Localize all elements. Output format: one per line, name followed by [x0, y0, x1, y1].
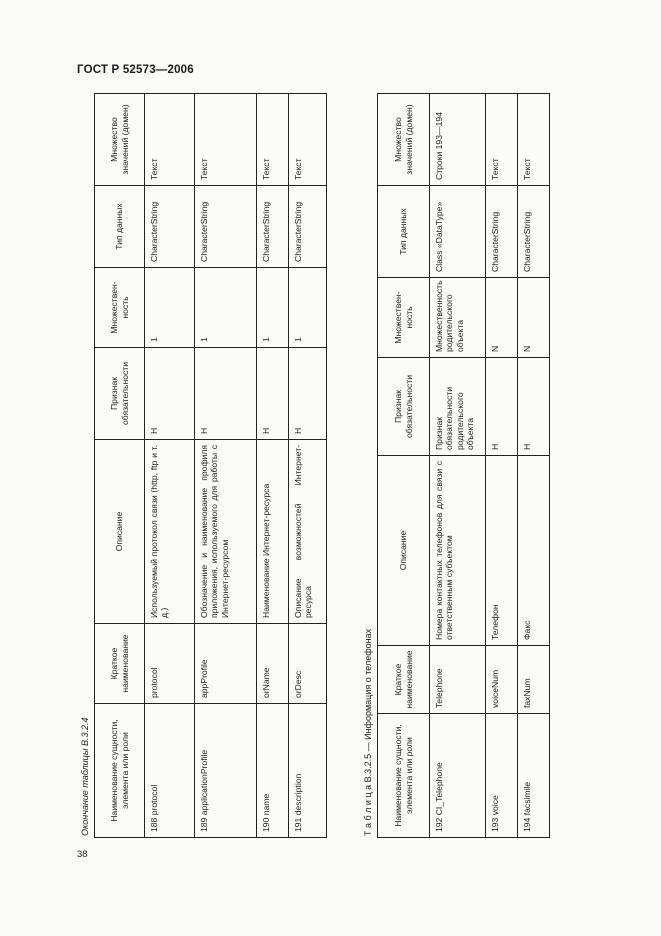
- table-cell: 188 protocol: [145, 704, 195, 838]
- table1-header-cell: Тип данных: [95, 186, 145, 268]
- table-cell: 1: [145, 268, 195, 348]
- table-row: [486, 94, 518, 838]
- table-cell: 192 CI_Telephone: [430, 714, 486, 838]
- table-cell: CharacterString: [195, 186, 257, 268]
- table1-header-cell: Наименование сущности, элемента или роли: [95, 704, 145, 838]
- table-cell: Н: [257, 348, 289, 440]
- table-cell: 194 facsimile: [518, 714, 550, 838]
- table-cell: N: [518, 278, 550, 358]
- table1-header-cell: Краткое наименование: [95, 624, 145, 704]
- table-cell: Текст: [486, 94, 518, 186]
- table1-header-cell: Признак обязательности: [95, 348, 145, 440]
- table-cell: 193 voice: [486, 714, 518, 838]
- table-cell: protocol: [145, 624, 195, 704]
- table-cell: Признак обязательности родительского объекта: [430, 358, 486, 456]
- table-cell: Class «DataType»: [430, 186, 486, 278]
- table-cell: Н: [486, 358, 518, 456]
- page-number: 38: [77, 849, 88, 860]
- table-row: [430, 94, 486, 838]
- table2-caption: Т а б л и ц а В.3.2.5 — Информация о телефонах: [363, 628, 373, 836]
- table-cell: CharacterString: [257, 186, 289, 268]
- table1-caption: Окончание таблицы В.3.2.4: [80, 717, 90, 836]
- table2: [377, 93, 550, 838]
- table-cell: 1: [257, 268, 289, 348]
- table-cell: orDesc: [289, 624, 327, 704]
- document-header: ГОСТ Р 52573—2006: [77, 64, 194, 76]
- table-cell: Текст: [195, 94, 257, 186]
- table-cell: voiceNum: [486, 646, 518, 714]
- table-cell: Н: [518, 358, 550, 456]
- table-row: [195, 94, 257, 838]
- table-cell: 1: [289, 268, 327, 348]
- table-cell: Н: [195, 348, 257, 440]
- table-cell: CharacterString: [289, 186, 327, 268]
- table2-header-cell: Описание: [378, 456, 430, 646]
- table-cell: Текст: [518, 94, 550, 186]
- table2-wrapper: [377, 93, 550, 838]
- table-row: [518, 94, 550, 838]
- table-cell: Факс: [518, 456, 550, 646]
- table-cell: Текст: [257, 94, 289, 186]
- table-cell: CharacterString: [145, 186, 195, 268]
- table-row: [145, 94, 195, 838]
- table1: [94, 93, 327, 838]
- table-cell: Строки 193—194: [430, 94, 486, 186]
- table-cell: Используемый протокол связи (http, ftp и т. д.): [145, 440, 195, 624]
- table-cell: Обозначение и наименование профиля приложения, используемого для работы с Интернет-ресурсом: [195, 440, 257, 624]
- table-cell: N: [486, 278, 518, 358]
- table2-header-cell: Множество значений (домен): [378, 94, 430, 186]
- table-cell: CharacterString: [486, 186, 518, 278]
- table-cell: Номера контактных телефонов для связи с ответственным субъектом: [430, 456, 486, 646]
- table-cell: Наименование Интернет-ресурса: [257, 440, 289, 624]
- table2-header-cell: Признак обязательности: [378, 358, 430, 456]
- table-cell: Телефон: [486, 456, 518, 646]
- table-cell: 191 description: [289, 704, 327, 838]
- table-cell: Telephone: [430, 646, 486, 714]
- table1-header-cell: Множество значений (домен): [95, 94, 145, 186]
- table2-header-cell: Наименование сущности, элемента или роли: [378, 714, 430, 838]
- table-cell: appProfile: [195, 624, 257, 704]
- table-cell: Н: [145, 348, 195, 440]
- table-row: [257, 94, 289, 838]
- table-cell: Множественность родительского объекта: [430, 278, 486, 358]
- table-cell: Текст: [145, 94, 195, 186]
- table-cell: CharacterString: [518, 186, 550, 278]
- table-cell: Н: [289, 348, 327, 440]
- table1-header-cell: Множествен-ность: [95, 268, 145, 348]
- table-row: [289, 94, 327, 838]
- table2-header-cell: Краткое наименование: [378, 646, 430, 714]
- table-cell: 189 applicationProfile: [195, 704, 257, 838]
- table2-header-cell: Множествен-ность: [378, 278, 430, 358]
- table-cell: Описание возможностей Интернет-ресурса: [289, 440, 327, 624]
- table-cell: Текст: [289, 94, 327, 186]
- table-cell: faxNum: [518, 646, 550, 714]
- table2-header-cell: Тип данных: [378, 186, 430, 278]
- table-cell: 190 name: [257, 704, 289, 838]
- table1-wrapper: [94, 93, 327, 838]
- table-cell: orName: [257, 624, 289, 704]
- table1-header-cell: Описание: [95, 440, 145, 624]
- table-cell: 1: [195, 268, 257, 348]
